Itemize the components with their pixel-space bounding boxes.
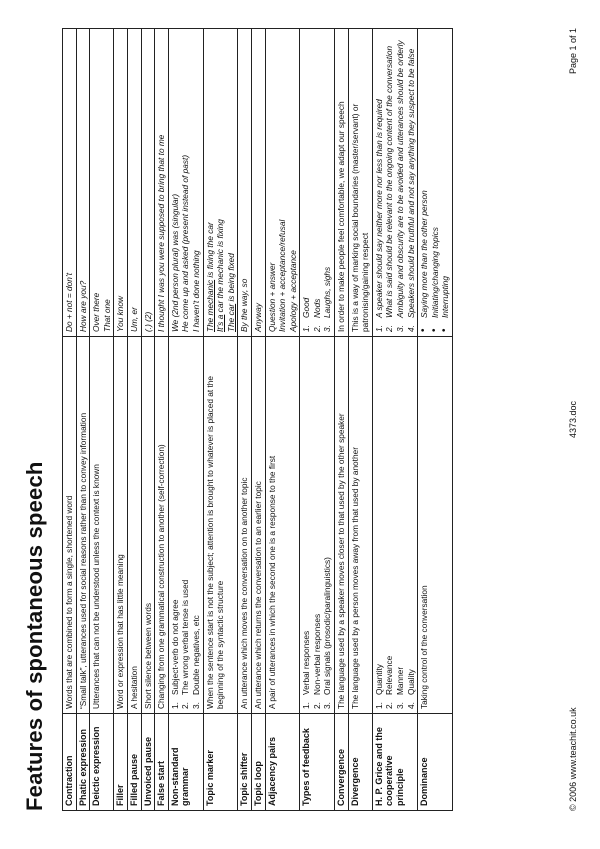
definition-cell: The language used by a speaker moves closer to that used by the other speaker [335, 337, 349, 714]
table-row [348, 29, 372, 811]
term-cell: Adjacency pairs [265, 714, 300, 811]
definition-list-item [191, 341, 202, 709]
table-row [168, 29, 203, 811]
example-cell [265, 29, 300, 337]
example-bullet-list [419, 33, 451, 332]
list-text: Verbal responses [301, 630, 312, 695]
list-text: Manner [395, 666, 406, 695]
list-number: 1. [373, 702, 384, 709]
example-line [226, 33, 237, 332]
term-cell: Convergence [335, 714, 349, 811]
bullet-icon: • [439, 328, 451, 332]
table-row [372, 29, 417, 811]
definition-cell: Taking control of the conversation [418, 337, 453, 714]
example-cell [168, 29, 203, 337]
example-cell [418, 29, 453, 337]
list-text: A speaker should say neither more nor less than is required [373, 99, 384, 318]
example-list-item [301, 33, 312, 332]
definition-cell: Short silence between words [141, 337, 155, 714]
list-number: 2. [384, 702, 395, 709]
example-line: Question + answer [266, 262, 277, 332]
list-text: Laughs, sighs [322, 266, 333, 318]
example-line: Anyway [252, 302, 263, 332]
list-text: Saying more than the other person [419, 190, 430, 318]
example-line: Do + not = don’t [64, 272, 74, 332]
list-text: Relevance [384, 655, 395, 695]
example-cell [76, 29, 90, 337]
table-row [76, 29, 90, 811]
example-line: Invitation + acceptance/refusal [277, 219, 288, 332]
list-text: Quality [405, 669, 416, 695]
definition-cell [300, 337, 335, 714]
example-line [205, 33, 216, 332]
example-line: By the way, so [239, 278, 250, 332]
example-cell [114, 29, 128, 337]
table-row [238, 29, 252, 811]
table-row [300, 29, 335, 811]
list-number: 2. [311, 702, 322, 709]
bullet-icon: • [428, 328, 440, 332]
definition-cell [168, 337, 203, 714]
list-number: 3. [322, 325, 333, 332]
list-text: Quantity [373, 664, 384, 695]
definition-cell: A pair of utterances in which the second one is a response to the first [265, 337, 300, 714]
example-cell [300, 29, 335, 337]
example-line: Apology + acceptance [287, 250, 298, 332]
term-cell: Dominance [418, 714, 453, 811]
list-text: Non-verbal responses [311, 613, 322, 695]
page-title: Features of spontaneous speech [22, 461, 47, 811]
example-text: is being fixed [225, 253, 236, 304]
underlined-marker: It’s a [215, 314, 226, 332]
example-cell [141, 29, 155, 337]
definition-list [374, 341, 416, 709]
term-cell: False start [155, 714, 169, 811]
footer-filename: 4373.doc [568, 400, 578, 439]
definition-list [170, 341, 202, 709]
definition-cell: Utterances that can not be understood unless the context is known [90, 337, 114, 714]
example-cell: This is a way of marking social boundaries (master/servant) or patronising/gaining respect [348, 29, 372, 337]
term-cell: Topic shifter [238, 714, 252, 811]
list-text: Subject-verb do not agree [169, 599, 180, 695]
definition-list-item [384, 341, 395, 709]
list-number: 2. [384, 325, 395, 332]
example-cell [238, 29, 252, 337]
table-row [251, 29, 265, 811]
definition-list-item [301, 341, 312, 709]
definition-list-item [406, 341, 417, 709]
example-cell [90, 29, 114, 337]
term-cell: Divergence [348, 714, 372, 811]
table-row [141, 29, 155, 811]
definition-list-item [395, 341, 406, 709]
definition-list [301, 341, 333, 709]
term-cell: Filler [114, 714, 128, 811]
table-row [418, 29, 453, 811]
definition-cell [372, 337, 417, 714]
table-row [155, 29, 169, 811]
table-row [114, 29, 128, 811]
table-row [127, 29, 141, 811]
features-table-wrapper [62, 28, 453, 811]
table-row [335, 29, 349, 811]
term-cell: Unvoiced pause [141, 714, 155, 811]
list-number: 3. [322, 702, 333, 709]
list-text: Ambiguity and obscurity are to be avoided and utterances should be orderly [395, 40, 406, 318]
example-line: Over there [91, 292, 102, 332]
example-list [374, 33, 416, 332]
list-number: 1. [301, 325, 312, 332]
example-cell [251, 29, 265, 337]
example-line: Um, er [128, 307, 139, 332]
table-row [203, 29, 238, 811]
term-cell: Topic loop [251, 714, 265, 811]
example-cell [203, 29, 238, 337]
example-line: He come up and asked (present instead of past) [180, 154, 191, 332]
list-number: 4. [405, 325, 416, 332]
definition-list-item [180, 341, 191, 709]
table-row [90, 29, 114, 811]
example-cell [372, 29, 417, 337]
list-text: Double negatives, etc [190, 615, 201, 695]
example-list [301, 33, 333, 332]
list-number: 1. [169, 702, 180, 709]
term-cell: Types of feedback [300, 714, 335, 811]
list-number: 1. [301, 702, 312, 709]
example-line: You know [115, 296, 126, 332]
features-table-body [63, 29, 453, 811]
definition-cell: A hesitation [127, 337, 141, 714]
underlined-marker: The car [225, 303, 236, 332]
definition-cell: The language used by a person moves away from that used by another [348, 337, 372, 714]
example-list-item [374, 33, 385, 332]
list-text: The wrong verbal tense is used [180, 579, 191, 695]
example-bullet-item [419, 33, 430, 332]
example-bullet-item [440, 33, 451, 332]
term-cell: Deictic expression [90, 714, 114, 811]
table-row [265, 29, 300, 811]
term-cell: H. P. Grice and the cooperative principle [372, 714, 417, 811]
list-number: 1. [373, 325, 384, 332]
term-cell: Non-standard grammar [168, 714, 203, 811]
footer-page-number: Page 1 of 1 [568, 28, 578, 75]
definition-cell: “Small talk”, utterances used for social reasons rather than to convey information [76, 337, 90, 714]
example-line: We (2nd person plural) was (singular) [169, 193, 180, 332]
example-line: How are you? [77, 280, 88, 332]
example-text: car the mechanic is fixing [215, 219, 226, 315]
example-line: (.) (2) [142, 311, 153, 332]
list-text: What is said should be relevant to the ongoing content of the conversation [384, 45, 395, 318]
term-cell: Phatic expression [76, 714, 90, 811]
list-text: Interrupting [440, 276, 451, 318]
example-cell [63, 29, 77, 337]
definition-list-item [312, 341, 323, 709]
example-line: I haven’t done nothing [190, 250, 201, 332]
definition-cell: Word or expression that has little meaning [114, 337, 128, 714]
list-text: Oral signals (prosodic/paralinguistics) [322, 557, 333, 695]
example-cell: In order to make people feel comfortable, we adapt our speech [335, 29, 349, 337]
list-number: 2. [311, 325, 322, 332]
bullet-icon: • [418, 328, 430, 332]
example-line [215, 33, 226, 332]
list-text: Speakers should be truthful and not say anything they suspect to be false [405, 48, 416, 318]
definition-cell: Words that are combined to form a single, shortened word [63, 337, 77, 714]
list-text: Good [301, 297, 312, 318]
example-line: That one [101, 299, 112, 332]
list-number: 2. [180, 702, 191, 709]
example-bullet-item [430, 33, 441, 332]
list-text: Initiating/changing topics [429, 227, 440, 318]
definition-cell: Changing from one grammatical construction to another (self-correction) [155, 337, 169, 714]
example-list-item [312, 33, 323, 332]
example-cell [155, 29, 169, 337]
list-number: 3. [190, 702, 201, 709]
list-number: 4. [405, 702, 416, 709]
table-row [63, 29, 77, 811]
definition-cell: An utterance which returns the conversation to an earlier topic [251, 337, 265, 714]
underlined-marker: The mechanic [204, 279, 215, 332]
example-list-item [406, 33, 417, 332]
example-line: I thought I was you were supposed to bring that to me [156, 134, 167, 332]
features-table [62, 28, 453, 811]
example-list-item [322, 33, 333, 332]
term-cell: Filled pause [127, 714, 141, 811]
definition-cell: An utterance which moves the conversation on to another topic [238, 337, 252, 714]
term-cell: Topic marker [203, 714, 238, 811]
list-text: Nods [311, 298, 322, 318]
definition-list-item [170, 341, 181, 709]
list-number: 3. [395, 702, 406, 709]
example-list-item [384, 33, 395, 332]
example-cell [127, 29, 141, 337]
footer-copyright: © 2006 www.teachit.co.uk [568, 707, 578, 811]
definition-list-item [322, 341, 333, 709]
definition-cell: When the sentence start is not the subject; attention is brought to whatever is placed at the beginning of the syntactic structure [203, 337, 238, 714]
definition-list-item [374, 341, 385, 709]
term-cell: Contraction [63, 714, 77, 811]
list-number: 3. [395, 325, 406, 332]
example-list-item [395, 33, 406, 332]
example-text: is fixing the car [204, 222, 215, 280]
